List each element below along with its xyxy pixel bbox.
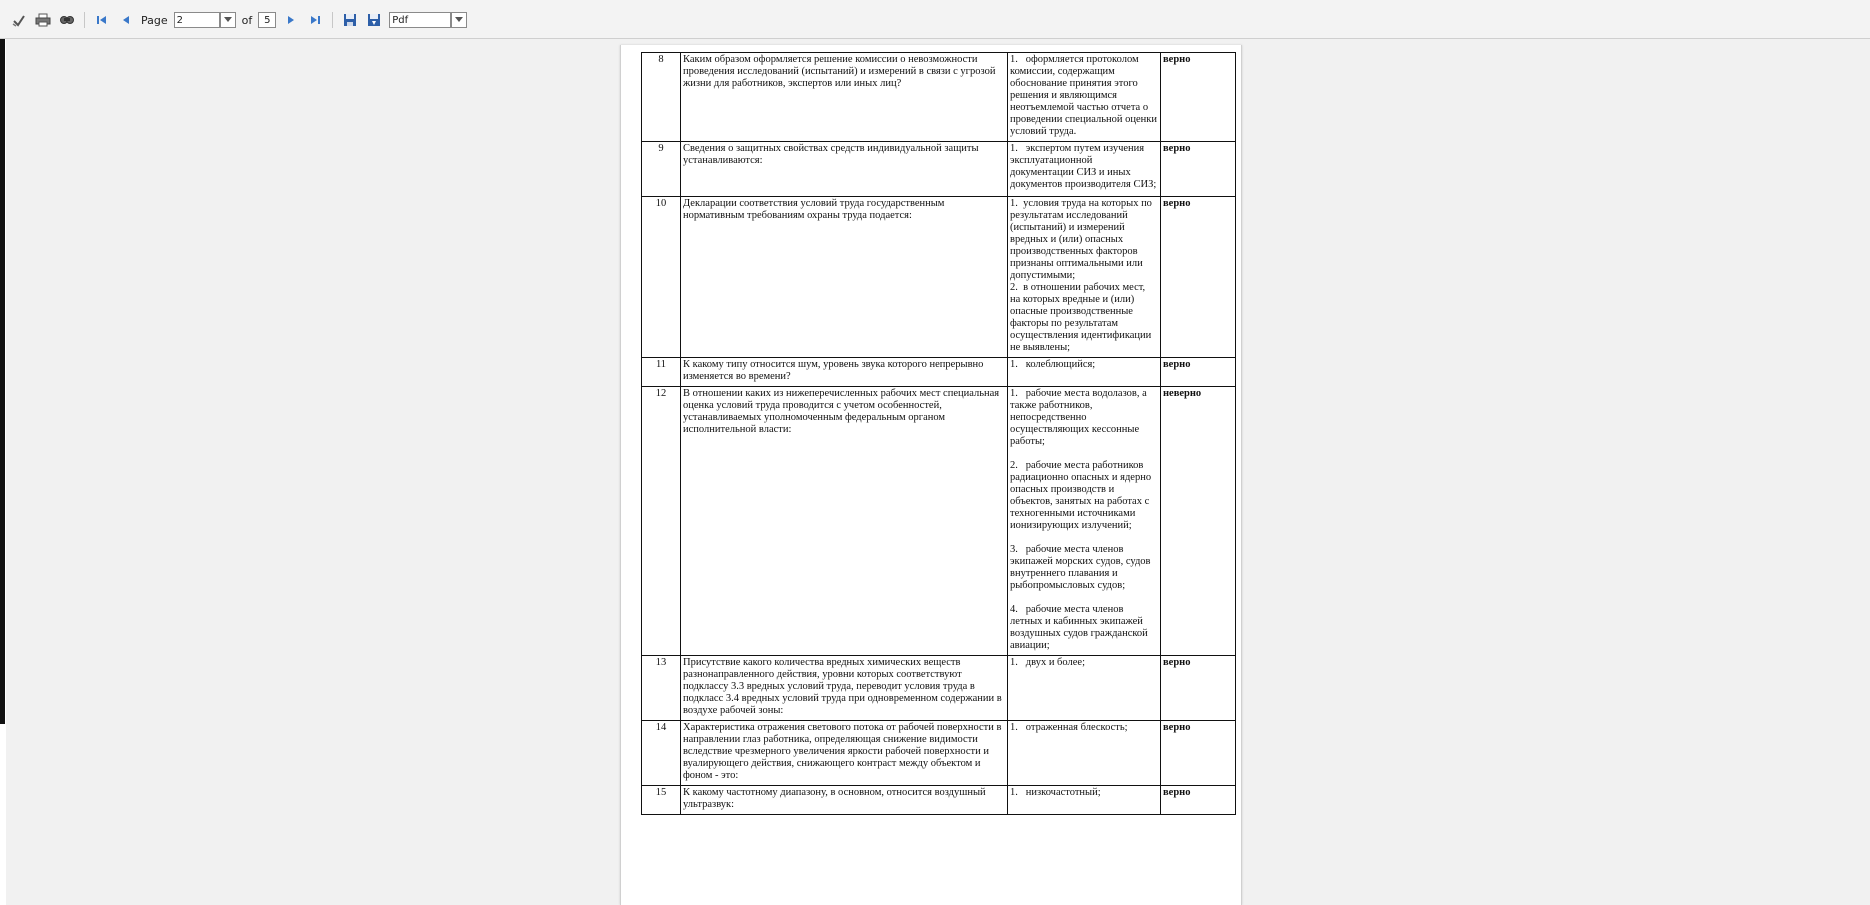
answer-cell [1008, 387, 1161, 656]
answer-cell [1008, 786, 1161, 815]
question-number: 10 [642, 197, 681, 358]
print-icon[interactable] [34, 11, 52, 29]
result-status: верно [1161, 786, 1236, 815]
question-number: 14 [642, 721, 681, 786]
question-text: Характеристика отражения светового потока от рабочей поверхности в направлении глаз работника, определяющая снижение видимости вследствие чрезмерного увеличения яркости рабочей поверхности и вуалирующего действия, снижающего контраст между объектом и фоном - это: [681, 721, 1008, 786]
report-page [620, 45, 1242, 905]
table-row [642, 53, 1236, 142]
format-dropdown-button[interactable] [451, 12, 467, 28]
table-row [642, 721, 1236, 786]
prev-page-icon[interactable] [117, 11, 135, 29]
page-label: Page [141, 13, 168, 27]
answer-text: 1. низкочастотный; [1010, 787, 1101, 798]
table-row [642, 197, 1236, 358]
result-status: верно [1161, 197, 1236, 358]
answer-cell [1008, 142, 1161, 197]
export-format-select[interactable]: Pdf [389, 12, 451, 28]
question-number: 12 [642, 387, 681, 656]
save-icon[interactable] [341, 11, 359, 29]
question-number: 8 [642, 53, 681, 142]
question-text: Присутствие какого количества вредных химических веществ разнонаправленного действия, уровни которых соответствуют подклассу 3.3 вредных условий труда, переводит условия труда в подкласс 3.4 вредных условий труда при одновременном содержании в воздухе рабочей зоны: [681, 656, 1008, 721]
last-page-icon[interactable] [306, 11, 324, 29]
answer-text: 1. оформляется протоколом комиссии, содержащим обоснование принятия этого решения и являющимся неотъемлемой частью отчета о проведении специальной оценки условий труда. [1010, 54, 1160, 137]
answer-text: 4. рабочие места членов летных и кабинных экипажей воздушных судов гражданской авиации; [1010, 604, 1151, 651]
question-number: 15 [642, 786, 681, 815]
first-page-icon[interactable] [93, 11, 111, 29]
result-status: верно [1161, 53, 1236, 142]
result-status: неверно [1161, 387, 1236, 656]
question-text: В отношении каких из нижеперечисленных рабочих мест специальная оценка условий труда проводится с учетом особенностей, устанавливаемых уполномоченным федеральным органом исполнительной власти: [681, 387, 1008, 656]
answer-cell [1008, 197, 1161, 358]
export-icon[interactable] [365, 11, 383, 29]
question-number: 9 [642, 142, 681, 197]
answer-text: 1. экспертом путем изучения эксплуатационной документации СИЗ и иных документов производителя СИЗ; [1010, 143, 1157, 190]
question-text: К какому типу относится шум, уровень звука которого непрерывно изменяется во времени? [681, 358, 1008, 387]
page-number-input[interactable]: 2 [174, 12, 220, 28]
table-row [642, 656, 1236, 721]
answer-cell [1008, 656, 1161, 721]
table-row [642, 387, 1236, 656]
answer-text: 1. отраженная блескость; [1010, 722, 1128, 733]
left-edge-bar [0, 39, 5, 724]
result-status: верно [1161, 142, 1236, 197]
result-status: верно [1161, 721, 1236, 786]
report-toolbar [0, 0, 1870, 39]
answers-table [641, 52, 1236, 815]
chevron-down-icon [455, 17, 463, 23]
table-row [642, 142, 1236, 197]
answer-text: 1. условия труда на которых по результатам исследований (испытаний) и измерений вредных и (или) опасных производственных факторов признаны оптимальными или допустимыми; 2. в отношении рабочих мест, на которых вредные и (или) опасные производственные факторы по результатам осуществления идентификации не выявлены; [1010, 198, 1152, 353]
question-number: 11 [642, 358, 681, 387]
total-pages: 5 [258, 12, 276, 28]
table-row [642, 358, 1236, 387]
question-text: Каким образом оформляется решение комиссии о невозможности проведения исследований (испытаний) и измерений в связи с угрозой жизни для работников, экспертов или иных лиц? [681, 53, 1008, 142]
answer-text: 3. рабочие места членов экипажей морских судов, судов внутреннего плавания и рыбопромысловых судов; [1010, 544, 1154, 591]
answer-cell [1008, 53, 1161, 142]
question-text: Декларации соответствия условий труда государственным нормативным требованиям охраны труда подается: [681, 197, 1008, 358]
table-row [642, 786, 1236, 815]
question-text: К какому частотному диапазону, в основном, относится воздушный ультразвук: [681, 786, 1008, 815]
of-label: of [241, 13, 253, 27]
next-page-icon[interactable] [282, 11, 300, 29]
answer-text: 1. колеблющийся; [1010, 359, 1096, 370]
answer-text: 1. двух и более; [1010, 657, 1085, 668]
refresh-icon[interactable] [10, 11, 28, 29]
find-icon[interactable] [58, 11, 76, 29]
answer-cell [1008, 721, 1161, 786]
answer-cell [1008, 358, 1161, 387]
chevron-down-icon [224, 17, 232, 23]
answer-text: 1. рабочие места водолазов, а также работников, непосредственно осуществляющих кессонные работы; [1010, 388, 1150, 447]
question-text: Сведения о защитных свойствах средств индивидуальной защиты устанавливаются: [681, 142, 1008, 197]
question-number: 13 [642, 656, 681, 721]
result-status: верно [1161, 656, 1236, 721]
page-dropdown-button[interactable] [220, 12, 236, 28]
toolbar-separator [332, 12, 333, 28]
result-status: верно [1161, 358, 1236, 387]
answer-text: 2. рабочие места работников радиационно опасных и ядерно опасных производств и объектов, занятых на работах с техногенными источниками ионизирующих излучений; [1010, 460, 1154, 531]
toolbar-separator [84, 12, 85, 28]
